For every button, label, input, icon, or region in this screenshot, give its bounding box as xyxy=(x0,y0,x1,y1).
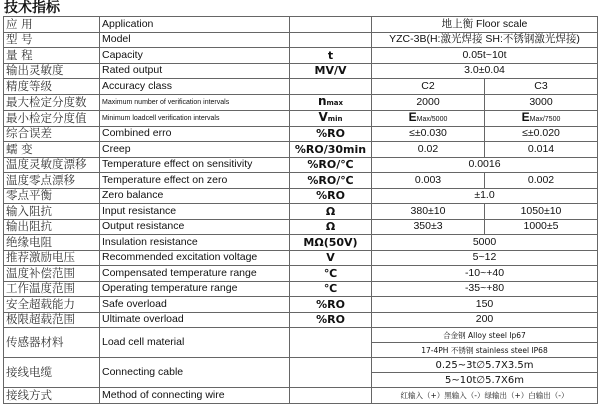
spec-label-en: Safe overload xyxy=(100,297,290,313)
spec-row xyxy=(4,312,598,328)
spec-label-en: Zero balance xyxy=(100,188,290,204)
spec-unit xyxy=(290,17,372,33)
spec-unit: %RO/℃ xyxy=(290,173,372,189)
spec-row xyxy=(4,235,598,251)
cable-unit xyxy=(290,358,372,388)
material-label-en: Load cell material xyxy=(100,328,290,358)
spec-value-c3: C3 xyxy=(485,79,598,95)
spec-label-cn: 最大检定分度数 xyxy=(4,94,100,110)
spec-row xyxy=(4,142,598,158)
spec-label-en: Temperature effect on zero xyxy=(100,173,290,189)
cable-line1: 0.25~3t∅5.7X3.5m xyxy=(372,358,598,373)
material-line2: 17-4PH 不锈钢 stainless steel IP68 xyxy=(372,343,598,358)
spec-value-c2: 0.003 xyxy=(372,173,485,189)
spec-unit xyxy=(290,79,372,95)
spec-row xyxy=(4,63,598,79)
spec-value: 3.0±0.04 xyxy=(372,63,598,79)
spec-unit: %RO xyxy=(290,312,372,328)
spec-value: YZC-3B(H:激光焊接 SH:不锈钢激光焊接) xyxy=(372,32,598,48)
cable-row xyxy=(4,358,598,373)
spec-value-c3: 3000 xyxy=(485,94,598,110)
spec-unit xyxy=(290,110,372,126)
spec-label-cn: 精度等级 xyxy=(4,79,100,95)
spec-row xyxy=(4,157,598,173)
spec-label-cn: 输出灵敏度 xyxy=(4,63,100,79)
spec-value: 地上衡 Floor scale xyxy=(372,17,598,33)
spec-label-en: Compensated temperature range xyxy=(100,266,290,282)
spec-value: -10~+40 xyxy=(372,266,598,282)
spec-label-en: Input resistance xyxy=(100,204,290,220)
spec-row xyxy=(4,297,598,313)
spec-label-en: Accuracy class xyxy=(100,79,290,95)
spec-value-c3: ≤±0.020 xyxy=(485,126,598,142)
material-line1: 合金钢 Alloy steel Ip67 xyxy=(372,328,598,343)
wiring-unit xyxy=(290,388,372,404)
spec-value-c3: 1000±5 xyxy=(485,219,598,235)
spec-unit-main: V xyxy=(318,110,328,124)
spec-row xyxy=(4,17,598,33)
page-title: 技术指标 xyxy=(4,0,60,16)
spec-table xyxy=(3,16,598,404)
spec-value: 150 xyxy=(372,297,598,313)
spec-value-c2: 380±10 xyxy=(372,204,485,220)
spec-label-cn: 绝缘电阻 xyxy=(4,235,100,251)
spec-label-cn: 最小检定分度值 xyxy=(4,110,100,126)
spec-value-c2: ≤±0.030 xyxy=(372,126,485,142)
spec-row xyxy=(4,126,598,142)
spec-unit xyxy=(290,94,372,110)
spec-unit: %RO xyxy=(290,126,372,142)
wiring-value: 红输入（+）黑输入（-）绿输出（+）白输出（-） xyxy=(372,388,598,404)
spec-unit-sub: max xyxy=(326,98,344,107)
spec-label-cn: 输入阻抗 xyxy=(4,204,100,220)
spec-row xyxy=(4,188,598,204)
spec-label-en: Application xyxy=(100,17,290,33)
spec-label-cn: 极限超载范围 xyxy=(4,312,100,328)
material-label-cn: 传感器材料 xyxy=(4,328,100,358)
spec-value: ±1.0 xyxy=(372,188,598,204)
spec-label-cn: 输出阻抗 xyxy=(4,219,100,235)
spec-unit: %RO/℃ xyxy=(290,157,372,173)
spec-label-cn: 型 号 xyxy=(4,32,100,48)
spec-value: 200 xyxy=(372,312,598,328)
spec-label-en: Output resistance xyxy=(100,219,290,235)
spec-label-cn: 安全超载能力 xyxy=(4,297,100,313)
spec-label-en: Operating temperature range xyxy=(100,281,290,297)
spec-label-cn: 零点平衡 xyxy=(4,188,100,204)
spec-unit: %RO xyxy=(290,188,372,204)
spec-label-en: Recommended excitation voltage xyxy=(100,250,290,266)
spec-value: 0.0016 xyxy=(372,157,598,173)
spec-row xyxy=(4,94,598,110)
spec-row xyxy=(4,48,598,64)
spec-unit: ℃ xyxy=(290,266,372,282)
spec-row xyxy=(4,250,598,266)
spec-row xyxy=(4,79,598,95)
spec-value: 5000 xyxy=(372,235,598,251)
spec-label-en: Creep xyxy=(100,142,290,158)
spec-value-c3: 0.002 xyxy=(485,173,598,189)
spec-label-cn: 温度灵敏度漂移 xyxy=(4,157,100,173)
spec-value-main: E xyxy=(521,110,530,124)
spec-unit-main: n xyxy=(317,94,327,108)
spec-value: -35~+80 xyxy=(372,281,598,297)
spec-label-cn: 应 用 xyxy=(4,17,100,33)
spec-value-c2: C2 xyxy=(372,79,485,95)
spec-unit: MV/V xyxy=(290,63,372,79)
spec-unit: %RO xyxy=(290,297,372,313)
spec-unit xyxy=(290,32,372,48)
spec-value: 5~12 xyxy=(372,250,598,266)
spec-value: 0.05t~10t xyxy=(372,48,598,64)
spec-value-c2: 2000 xyxy=(372,94,485,110)
spec-label-cn: 量 程 xyxy=(4,48,100,64)
spec-label-cn: 推荐激励电压 xyxy=(4,250,100,266)
spec-label-en: Insulation resistance xyxy=(100,235,290,251)
spec-value-sub: Max/5000 xyxy=(416,115,448,123)
spec-row xyxy=(4,219,598,235)
spec-label-cn: 综合误差 xyxy=(4,126,100,142)
material-row xyxy=(4,328,598,343)
spec-row xyxy=(4,173,598,189)
spec-label-cn: 蠕 变 xyxy=(4,142,100,158)
spec-unit: %RO/30min xyxy=(290,142,372,158)
spec-row xyxy=(4,32,598,48)
spec-value-main: E xyxy=(408,110,417,124)
spec-row xyxy=(4,281,598,297)
spec-unit: Ω xyxy=(290,204,372,220)
spec-row xyxy=(4,266,598,282)
spec-value-c2: 350±3 xyxy=(372,219,485,235)
spec-row xyxy=(4,110,598,126)
spec-unit: MΩ(50V) xyxy=(290,235,372,251)
spec-value-c2: 0.02 xyxy=(372,142,485,158)
wiring-label-cn: 接线方式 xyxy=(4,388,100,404)
spec-unit: t xyxy=(290,48,372,64)
spec-value-c3: 1050±10 xyxy=(485,204,598,220)
spec-label-en: Ultimate overload xyxy=(100,312,290,328)
spec-label-en: Maximum number of verification intervals xyxy=(100,94,290,110)
spec-value-c2 xyxy=(372,110,485,126)
spec-label-en: Rated output xyxy=(100,63,290,79)
spec-value-sub: Max/7500 xyxy=(529,115,561,123)
spec-label-en: Model xyxy=(100,32,290,48)
spec-label-en: Minimum loadcell verification intervals xyxy=(100,110,290,126)
spec-value-c3 xyxy=(485,110,598,126)
spec-value-c3: 0.014 xyxy=(485,142,598,158)
spec-label-cn: 温度零点漂移 xyxy=(4,173,100,189)
spec-unit-sub: min xyxy=(327,114,343,123)
spec-unit: Ω xyxy=(290,219,372,235)
spec-label-en: Temperature effect on sensitivity xyxy=(100,157,290,173)
material-unit xyxy=(290,328,372,358)
wiring-label-en: Method of connecting wire xyxy=(100,388,290,404)
spec-label-cn: 温度补偿范围 xyxy=(4,266,100,282)
cable-label-cn: 接线电缆 xyxy=(4,358,100,388)
spec-unit: ℃ xyxy=(290,281,372,297)
cable-label-en: Connecting cable xyxy=(100,358,290,388)
spec-label-cn: 工作温度范围 xyxy=(4,281,100,297)
spec-label-en: Combined erro xyxy=(100,126,290,142)
spec-unit: V xyxy=(290,250,372,266)
spec-label-en: Capacity xyxy=(100,48,290,64)
cable-line2: 5~10t∅5.7X6m xyxy=(372,373,598,388)
wiring-row xyxy=(4,388,598,404)
spec-row xyxy=(4,204,598,220)
